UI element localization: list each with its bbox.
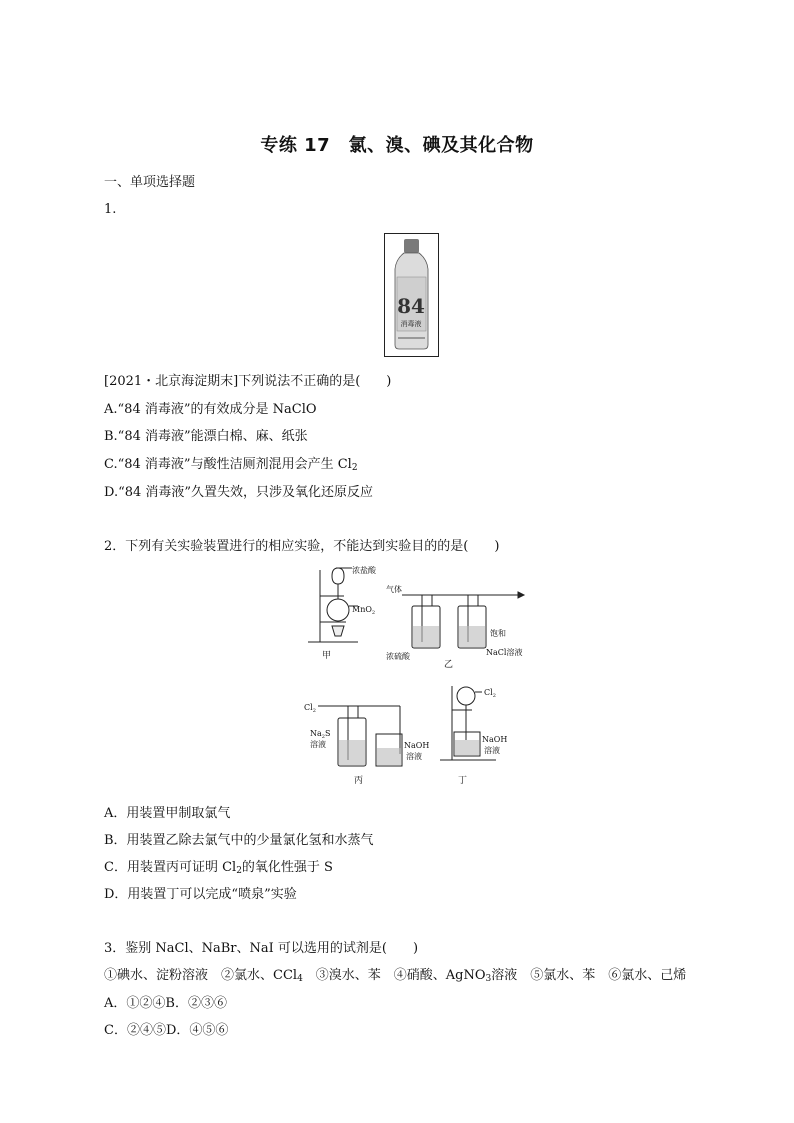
q2-option-c: C．用装置丙可证明 $Cl_2$的氧化性强于 S (104, 860, 333, 876)
q3-option-ab: A．①②④B．②③⑥ (104, 996, 227, 1011)
label-mno2: MnO$_2$ (352, 605, 376, 616)
label-cl2-left: $Cl_2$ (304, 703, 316, 714)
label-solution-2: 溶液 (406, 752, 422, 761)
label-na2s: $Na_2S$ (310, 729, 331, 740)
apparatus-diagram (300, 564, 530, 789)
label-saturated: 饱和 (490, 629, 506, 638)
label-solution-3: 溶液 (484, 746, 500, 755)
disinfectant-bottle-image (384, 233, 439, 357)
label-ding: 丁 (458, 776, 468, 786)
q2-option-d: D．用装置丁可以完成“喷泉”实验 (104, 887, 297, 902)
q1-option-c: C.“84 消毒液”与酸性洁厕剂混用会产生 $Cl_2$ (104, 457, 358, 473)
bottle-label-text: 消毒液 (400, 320, 422, 328)
label-solution: 溶液 (310, 740, 326, 749)
q1-option-b: B.“84 消毒液”能漂白棉、麻、纸张 (104, 429, 308, 444)
label-gas: 气体 (386, 585, 402, 594)
q2-stem: 2．下列有关实验装置进行的相应实验，不能达到实验目的的是( ) (104, 539, 500, 554)
page-title: 专练 17 氯、溴、碘及其化合物 (260, 135, 534, 156)
q1-option-d: D.“84 消毒液”久置失效，只涉及氧化还原反应 (104, 485, 374, 500)
section-heading: 一、单项选择题 (104, 175, 196, 190)
label-conc-h2so4: 浓硫酸 (386, 652, 410, 661)
label-jia: 甲 (322, 651, 332, 661)
label-nacl-solution: NaCl溶液 (486, 648, 523, 657)
q1-stem: [2021・北京海淀期末]下列说法不正确的是( ) (104, 374, 392, 389)
q3-reagents: ①碘水、淀粉溶液 ②氯水、CCl$_4$ ③溴水、苯 ④硝酸、AgNO$_3$溶液 ⑤氯水、苯 ⑥氯水、己烯 (104, 968, 687, 984)
q3-stem: 3．鉴别 NaCl、NaBr、NaI 可以选用的试剂是( ) (104, 941, 419, 956)
q1-option-a: A.“84 消毒液”的有效成分是 NaClO (104, 402, 317, 417)
label-naoh-2: NaOH (482, 735, 508, 744)
label-conc-hcl: 浓盐酸 (352, 566, 376, 575)
q2-option-a: A．用装置甲制取氯气 (104, 806, 231, 821)
label-naoh: NaOH (404, 741, 430, 750)
bottle-label-84: 84 (397, 294, 425, 318)
label-cl2-right: $Cl_2$ (484, 688, 496, 699)
label-yi: 乙 (444, 660, 454, 670)
q3-option-cd: C．②④⑤D．④⑤⑥ (104, 1023, 229, 1038)
label-bing: 丙 (354, 776, 364, 786)
q2-option-b: B．用装置乙除去氯气中的少量氯化氢和水蒸气 (104, 833, 374, 848)
q1-number: 1. (104, 202, 117, 217)
